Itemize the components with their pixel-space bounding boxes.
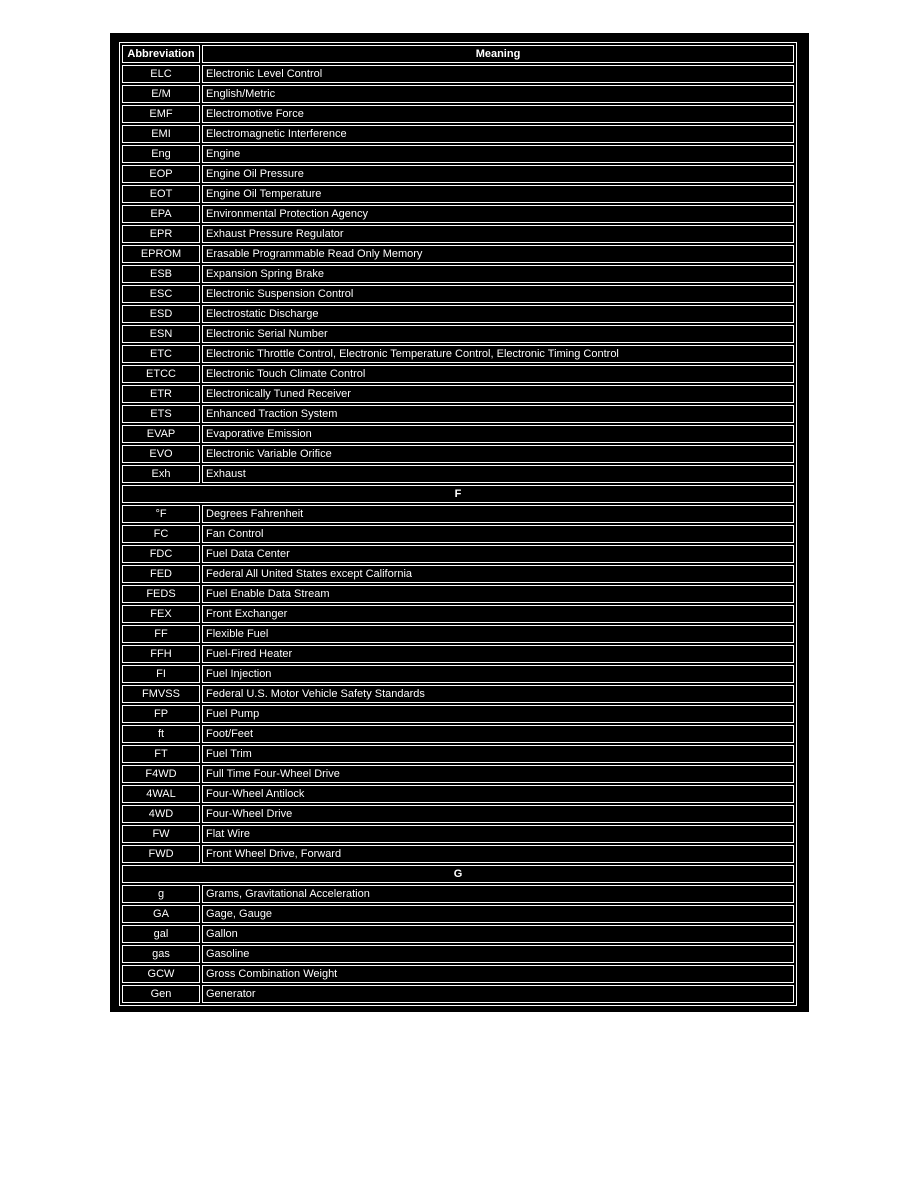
abbreviation-cell: Exh [122,465,200,483]
meaning-cell: Evaporative Emission [202,425,794,443]
table-row [122,125,794,143]
abbreviation-cell: ESB [122,265,200,283]
abbreviation-cell: F4WD [122,765,200,783]
meaning-cell: Environmental Protection Agency [202,205,794,223]
section-label: F [122,485,794,503]
abbreviation-cell: FMVSS [122,685,200,703]
abbreviation-cell: ESC [122,285,200,303]
meaning-cell: Front Exchanger [202,605,794,623]
abbreviation-cell: ETR [122,385,200,403]
section-label: G [122,865,794,883]
table-row [122,385,794,403]
meaning-cell: Fuel Data Center [202,545,794,563]
abbreviation-cell: GCW [122,965,200,983]
meaning-cell: Electronic Throttle Control, Electronic Temperature Control, Electronic Timing Control [202,345,794,363]
meaning-cell: Fuel Trim [202,745,794,763]
meaning-cell: Engine Oil Pressure [202,165,794,183]
abbreviation-cell: FC [122,525,200,543]
abbreviation-cell: FED [122,565,200,583]
table-row [122,885,794,903]
meaning-cell: Gross Combination Weight [202,965,794,983]
meaning-cell: Engine Oil Temperature [202,185,794,203]
meaning-cell: Generator [202,985,794,1003]
table-row [122,405,794,423]
meaning-cell: Flexible Fuel [202,625,794,643]
meaning-cell: Exhaust Pressure Regulator [202,225,794,243]
table-row [122,665,794,683]
table-row [122,305,794,323]
abbreviation-cell: Gen [122,985,200,1003]
meaning-cell: Gasoline [202,945,794,963]
abbreviation-cell: EPR [122,225,200,243]
table-row [122,825,794,843]
abbreviation-cell: ft [122,725,200,743]
abbreviation-cell: ESD [122,305,200,323]
table-row [122,765,794,783]
meaning-cell: Exhaust [202,465,794,483]
meaning-cell: Fan Control [202,525,794,543]
abbreviation-table-body [122,65,794,1003]
meaning-cell: Four-Wheel Drive [202,805,794,823]
meaning-cell: Fuel Enable Data Stream [202,585,794,603]
meaning-cell: Electromagnetic Interference [202,125,794,143]
meaning-cell: Federal U.S. Motor Vehicle Safety Standards [202,685,794,703]
table-header-row [122,45,794,63]
abbreviation-cell: Eng [122,145,200,163]
table-panel [110,33,809,1012]
abbreviation-cell: EOT [122,185,200,203]
meaning-cell: Fuel Pump [202,705,794,723]
abbreviation-cell: EPA [122,205,200,223]
abbreviation-cell: EMI [122,125,200,143]
abbreviation-cell: EOP [122,165,200,183]
meaning-cell: Grams, Gravitational Acceleration [202,885,794,903]
table-row [122,905,794,923]
table-row [122,785,794,803]
table-row [122,225,794,243]
abbreviation-cell: °F [122,505,200,523]
table-row [122,545,794,563]
table-row [122,85,794,103]
table-row [122,925,794,943]
meaning-cell: Electronically Tuned Receiver [202,385,794,403]
abbreviation-cell: FWD [122,845,200,863]
table-row [122,845,794,863]
abbreviation-cell: ETS [122,405,200,423]
abbreviation-cell: EMF [122,105,200,123]
table-row [122,605,794,623]
meaning-column-header: Meaning [202,45,794,63]
abbreviation-cell: ELC [122,65,200,83]
table-row [122,325,794,343]
table-row [122,985,794,1003]
table-row [122,645,794,663]
table-row [122,965,794,983]
meaning-cell: Engine [202,145,794,163]
table-row [122,185,794,203]
table-row [122,585,794,603]
abbreviation-cell: FDC [122,545,200,563]
table-row [122,565,794,583]
meaning-cell: Full Time Four-Wheel Drive [202,765,794,783]
table-row [122,205,794,223]
abbreviation-cell: 4WAL [122,785,200,803]
section-divider-row [122,865,794,883]
table-row [122,465,794,483]
meaning-cell: Electrostatic Discharge [202,305,794,323]
meaning-cell: Gallon [202,925,794,943]
meaning-cell: Degrees Fahrenheit [202,505,794,523]
table-row [122,725,794,743]
meaning-cell: Four-Wheel Antilock [202,785,794,803]
table-row [122,105,794,123]
abbreviation-cell: FFH [122,645,200,663]
abbreviation-cell: FT [122,745,200,763]
meaning-cell: Electromotive Force [202,105,794,123]
meaning-cell: Gage, Gauge [202,905,794,923]
table-row [122,265,794,283]
meaning-cell: Fuel Injection [202,665,794,683]
meaning-cell: Electronic Level Control [202,65,794,83]
table-row [122,805,794,823]
meaning-cell: Electronic Suspension Control [202,285,794,303]
abbreviation-cell: FEDS [122,585,200,603]
section-divider-row [122,485,794,503]
table-row [122,245,794,263]
abbreviation-cell: EVO [122,445,200,463]
table-row [122,145,794,163]
meaning-cell: Federal All United States except California [202,565,794,583]
meaning-cell: Electronic Serial Number [202,325,794,343]
abbreviation-cell: ETC [122,345,200,363]
meaning-cell: Erasable Programmable Read Only Memory [202,245,794,263]
meaning-cell: Electronic Variable Orifice [202,445,794,463]
table-row [122,505,794,523]
meaning-cell: Flat Wire [202,825,794,843]
table-row [122,705,794,723]
table-row [122,445,794,463]
abbreviation-column-header: Abbreviation [122,45,200,63]
table-row [122,685,794,703]
abbreviation-cell: gal [122,925,200,943]
abbreviation-cell: g [122,885,200,903]
abbreviation-cell: FF [122,625,200,643]
meaning-cell: Fuel-Fired Heater [202,645,794,663]
table-row [122,345,794,363]
abbreviation-cell: EVAP [122,425,200,443]
abbreviation-cell: FI [122,665,200,683]
table-row [122,285,794,303]
meaning-cell: Foot/Feet [202,725,794,743]
abbreviation-cell: gas [122,945,200,963]
abbreviation-cell: 4WD [122,805,200,823]
meaning-cell: Front Wheel Drive, Forward [202,845,794,863]
meaning-cell: English/Metric [202,85,794,103]
meaning-cell: Electronic Touch Climate Control [202,365,794,383]
abbreviation-cell: ETCC [122,365,200,383]
abbreviation-cell: FP [122,705,200,723]
table-row [122,525,794,543]
abbreviation-cell: GA [122,905,200,923]
abbreviation-cell: FEX [122,605,200,623]
table-row [122,625,794,643]
table-row [122,945,794,963]
table-row [122,425,794,443]
table-row [122,745,794,763]
abbreviation-cell: EPROM [122,245,200,263]
table-row [122,65,794,83]
meaning-cell: Enhanced Traction System [202,405,794,423]
table-row [122,165,794,183]
abbreviation-cell: FW [122,825,200,843]
abbreviation-cell: ESN [122,325,200,343]
abbreviation-table [119,42,797,1006]
meaning-cell: Expansion Spring Brake [202,265,794,283]
table-row [122,365,794,383]
abbreviation-cell: E/M [122,85,200,103]
